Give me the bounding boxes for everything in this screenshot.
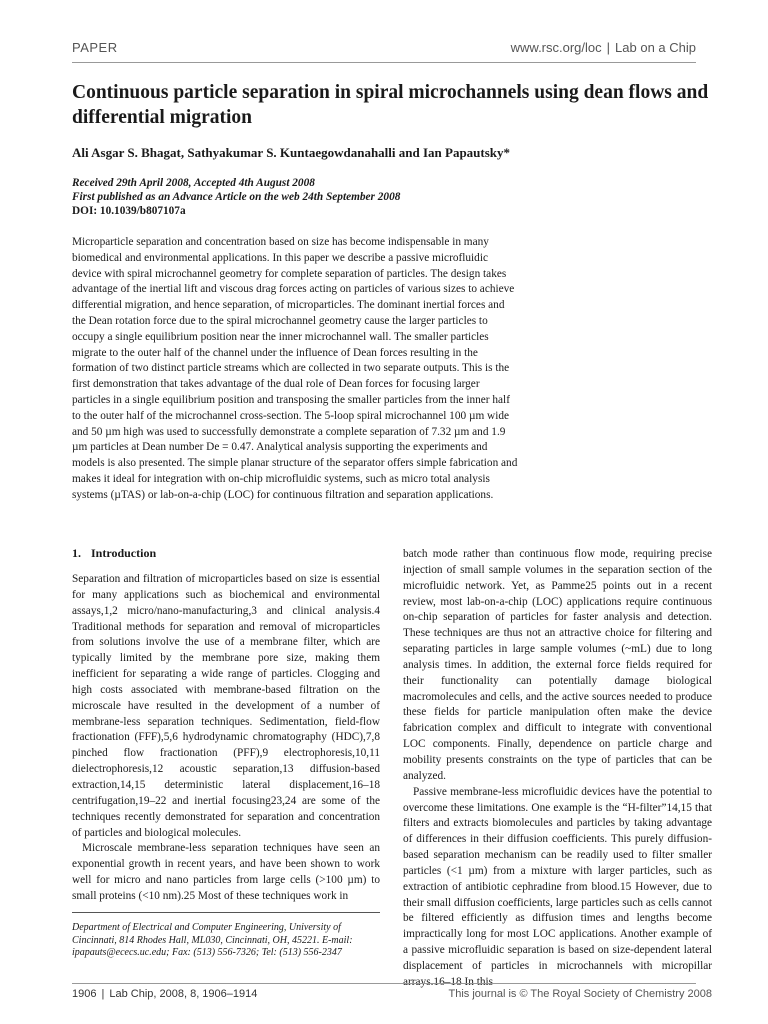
copyright-notice: This journal is © The Royal Society of Chemistry 2008 (448, 988, 712, 1000)
received-date: Received 29th April 2008, Accepted 4th August 2008 (72, 177, 315, 189)
author-list: Ali Asgar S. Bhagat, Sathyakumar S. Kuntaegowdanahalli and Ian Papautsky* (72, 145, 511, 160)
left-column (72, 546, 380, 905)
footnote-rule (72, 912, 380, 913)
author-affiliation: Department of Electrical and Computer Engineering, University of Cincinnati, 814 Rhodes Hall, ML030, Cincinnati, OH, 45221. E-mail: ipapauts@ececs.uc.edu; Fax: (513) 556-7326; Tel: (513) 556-2347 (72, 922, 353, 958)
journal-header (511, 40, 696, 55)
footer-separator: | (101, 988, 105, 1000)
article-type: PAPER (72, 40, 118, 55)
paragraph: Separation and filtration of microparticles based on size is essential for many applications such as biochemical and environmental assays,1,2 micro/nano-manufacturing,3 and clinical analysis.4 Traditional methods for separation and removal of microparticles from solutions involve the use of a membrane filter, which are typically limited by the membrane pore size, making them inefficient for separating a wide range of particles. Clogging and high costs associated with membrane-based filtration on the microscale have resulted in the development of a number of membrane-less separation techniques. Sedimentation, field-flow fractionation (FFF),5,6 hydrodynamic chromatography (HDC),7,8 pinched flow fractionation (PFF),9 electrophoresis,10,11 dielectrophoresis,12 acoustic separation,13 diffusion-based extraction,14,15 deterministic lateral displacement,16–18 centrifugation,19–22 and inertial focusing23,24 are some of the techniques recently demonstrated for separation and concentration of particles and biological molecules. (72, 573, 380, 839)
header-rule (72, 62, 696, 63)
citation: Lab Chip, 2008, 8, 1906–1914 (109, 988, 258, 1000)
paragraph: Microscale membrane-less separation techniques have seen an exponential growth in recent years, and have been shown to work well for micro and nano particles from large cells (>100 µm) to small proteins (<10 nm).25 Most of these techniques work in (72, 842, 380, 902)
footer-rule (72, 983, 696, 984)
section-number: 1. (72, 546, 81, 560)
page-footer-left (72, 988, 257, 1000)
abstract: Microparticle separation and concentration based on size has become indispensable in many biomedical and environmental applications. In this paper we describe a passive microfluidic device with spiral microchannel geometry for complete separation of particles. The design takes advantage of the inertial lift and viscous drag forces acting on particles of various sizes to achieve differential migration, and hence separation, of microparticles. The dominant inertial forces and the Dean rotation force due to the spiral microchannel geometry cause the larger particles to occupy a single equilibrium position near the inner microchannel wall. The smaller particles migrate to the outer half of the channel under the influence of Dean forces resulting in the formation of two distinct particle streams which are collected in two separate outputs. This is the first demonstration that takes advantage of the dual role of Dean forces for focusing larger particles in a single equilibrium position and transposing the smaller particles from the inner half to the outer half of the microchannel cross-section. The 5-loop spiral microchannel 100 µm wide and 50 µm high was used to successfully demonstrate a complete separation of 7.32 µm and 1.9 µm particles at Dean number De = 0.47. Analytical analysis supporting the experiments and models is also presented. The simple planar structure of the separator offers simple fabrication and makes it ideal for integration with on-chip microfluidic systems, such as micro total analysis systems (µTAS) or lab-on-a-chip (LOC) for continuous filtration and separation applications. (72, 236, 518, 501)
paragraph: batch mode rather than continuous flow mode, requiring precise injection of small sample volumes in the separation section of the microfluidic network. Yet, as Pamme25 points out in a recent review, most lab-on-a-chip (LOC) applications require continuous on-chip separation of particles for faster analysis and detection. These techniques are thus not an attractive choice for filtering and separating particles in large sample volumes (~mL) due to long analysis times. In addition, the external force fields required for their functionality can potentially damage biological macromolecules and cells, and the active sources needed to produce these fields for particle manipulation often make the device fabrication complex and difficult to integrate with conventional LOC components. Finally, dependence on particle charge and mobility presents constraints on the type of particles that can be analyzed. (403, 548, 712, 782)
journal-url[interactable]: www.rsc.org/loc (510, 40, 602, 55)
section-heading (72, 546, 380, 560)
page-number: 1906 (72, 988, 97, 1000)
paper-title: Continuous particle separation in spiral microchannels using dean flows and differential migration (72, 82, 709, 128)
doi[interactable]: DOI: 10.1039/b807107a (72, 205, 186, 217)
right-column (403, 547, 712, 991)
publication-history (72, 176, 400, 218)
paragraph: Passive membrane-less microfluidic devices have the potential to overcome these limitations. One example is the “H-filter”14,15 that filters and extracts biomolecules and particles by taking advantage of differences in their diffusion coefficients. This purely diffusion-based separation mechanism can be readily used to filter smaller particles (<1 µm) from a mixture with larger particles, such as extraction of antibiotic cephradine from blood.15 However, due to their small diffusion coefficients, large particles such as cells cannot be filtered efficiently as diffusion times and lengths become impractically long for most LOC applications. Another example of a passive microfluidic separation is based on size-dependent lateral displacement of particles in microchannels with micropillar arrays.16–18 In this (403, 785, 712, 988)
first-published: First published as an Advance Article on the web 24th September 2008 (72, 191, 401, 203)
header-separator: | (606, 40, 611, 55)
page-header (72, 40, 696, 60)
section-title: Introduction (91, 546, 157, 560)
journal-name: Lab on a Chip (615, 40, 696, 55)
